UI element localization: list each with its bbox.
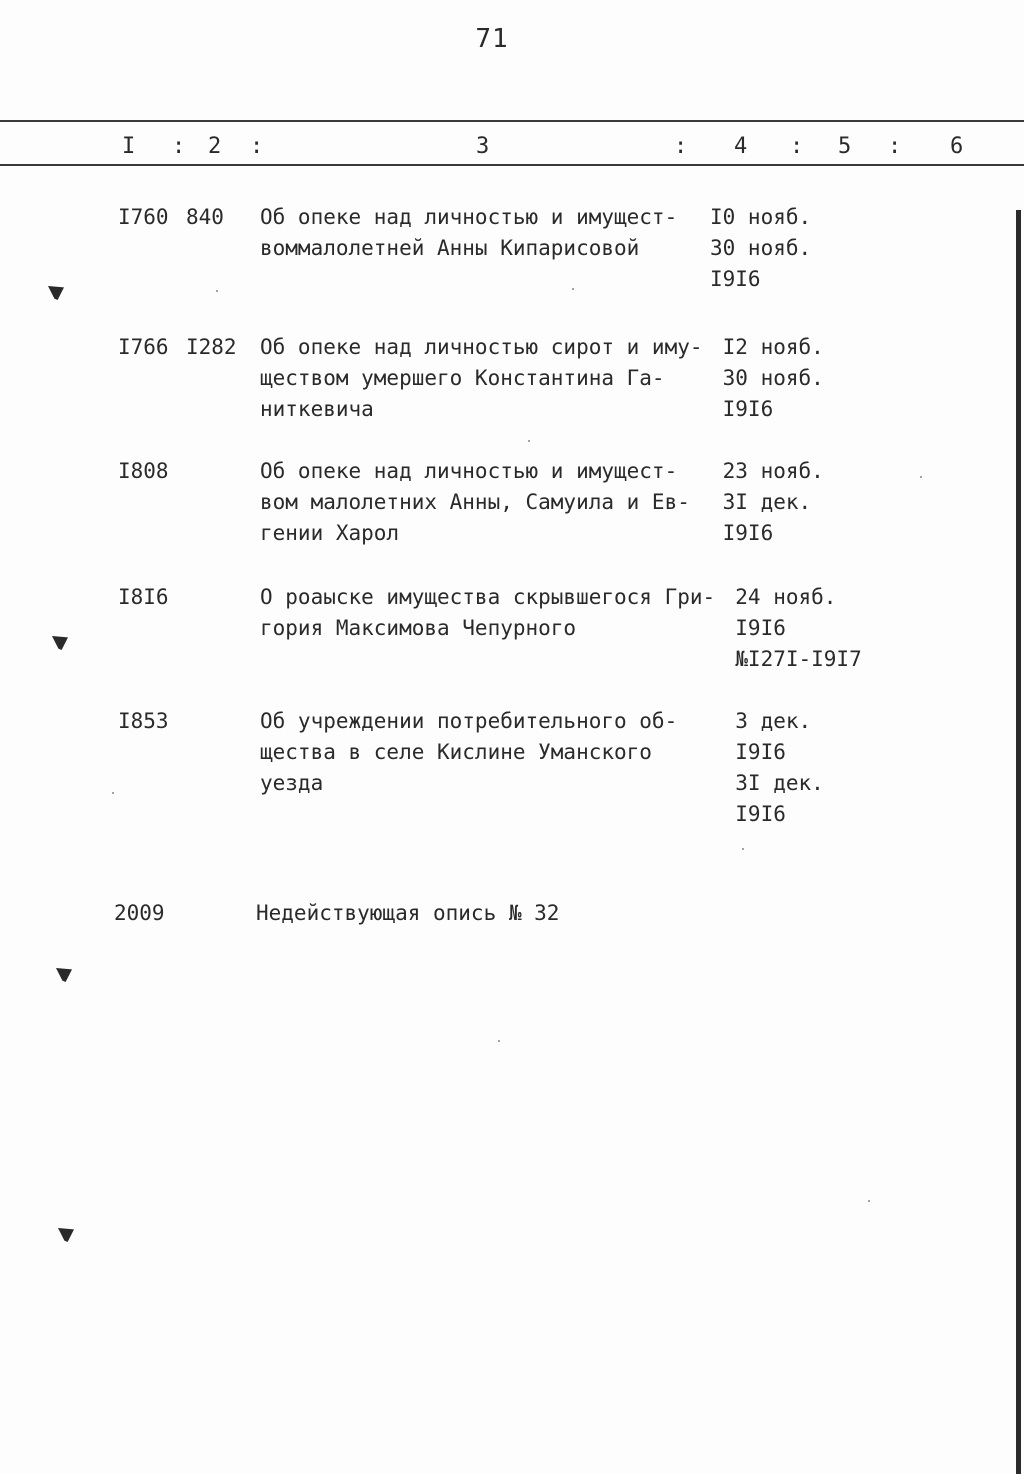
page-edge-shadow [1016, 210, 1021, 1474]
footer-entry-title: Недействующая опись № 32 [256, 901, 560, 925]
entry-number: I766 [118, 335, 169, 359]
scan-speck [216, 290, 218, 292]
column-separator: : [790, 134, 804, 159]
scan-speck [868, 1200, 870, 1202]
scan-speck [920, 476, 922, 478]
entry-dates: I2 нояб. 30 нояб. I9I6 [722, 335, 824, 421]
column-header-2: 2 [208, 134, 222, 159]
column-header-5: 5 [838, 134, 852, 159]
column-separator: : [888, 134, 902, 159]
scan-speck [742, 848, 744, 850]
entry-number: I760 [118, 205, 169, 229]
binding-mark [48, 286, 64, 300]
column-separator: : [172, 134, 186, 159]
entry-secondary-number: I282 [186, 335, 237, 359]
scan-speck [112, 792, 114, 794]
entry-title: Об учреждении потребительного об- щества в селе Кислине Уманского уезда [260, 709, 678, 795]
table-header-top-rule [0, 120, 1024, 122]
entry-dates: I0 нояб. 30 нояб. I9I6 [710, 205, 812, 291]
entry-dates: 3 дек. I9I6 3I дек. I9I6 [735, 709, 824, 826]
scan-speck [528, 440, 530, 442]
entry-number: I808 [118, 459, 169, 483]
entry-number: I8I6 [118, 585, 169, 609]
entry-title: Об опеке над личностью и имущест- воммалолетней Анны Кипарисовой [260, 205, 678, 260]
entry-secondary-number: 840 [186, 205, 224, 229]
entry-number: I853 [118, 709, 169, 733]
scan-speck [572, 288, 574, 290]
binding-mark [58, 1228, 74, 1242]
column-separator: : [674, 134, 688, 159]
column-header-6: 6 [950, 134, 964, 159]
entry-dates: 23 нояб. 3I дек. I9I6 [722, 459, 824, 545]
binding-mark [52, 636, 68, 650]
entry-title: О роаыске имущества скрывшегося Гри- гория Максимова Чепурного [260, 585, 716, 640]
scan-speck [498, 1040, 500, 1042]
column-header-3: 3 [476, 134, 490, 159]
column-header-1: I [122, 134, 136, 159]
page-number: 71 [475, 24, 509, 54]
column-header-4: 4 [734, 134, 748, 159]
entry-title: Об опеке над личностью и имущест- вом малолетних Анны, Самуила и Ев- гении Харол [260, 459, 690, 545]
entry-dates: 24 нояб. I9I6 №I27I-I9I7 [735, 585, 862, 671]
column-separator: : [250, 134, 264, 159]
binding-mark [56, 968, 72, 982]
footer-entry-number: 2009 [114, 901, 165, 925]
entry-title: Об опеке над личностью сирот и иму- ществом умершего Константина Га- ниткевича [260, 335, 703, 421]
table-header-bottom-rule [0, 164, 1024, 166]
